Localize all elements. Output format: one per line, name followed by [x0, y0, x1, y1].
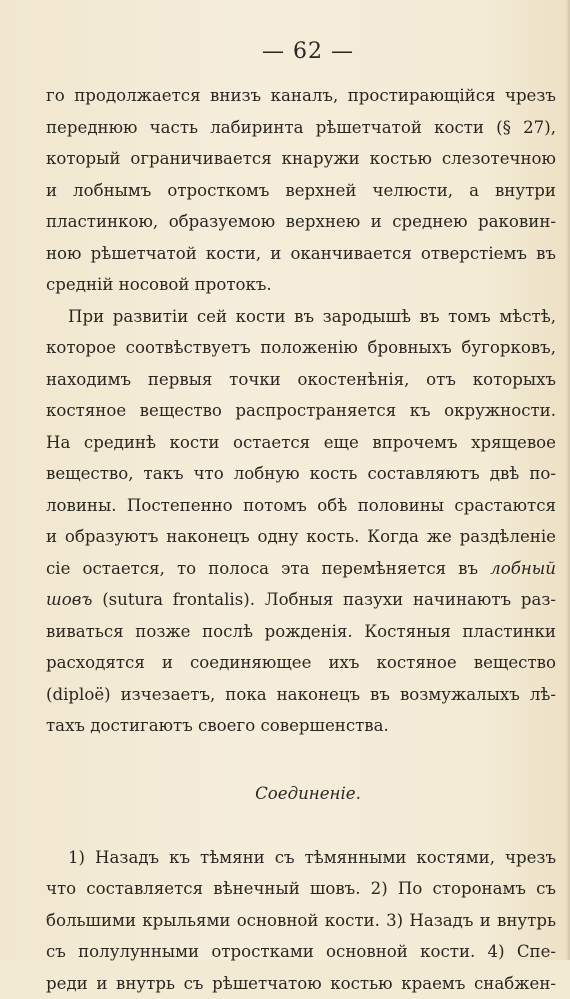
text-line: переднюю часть лабиринта рѣшетчатой кости (§ 27), [46, 112, 556, 144]
text-line: и лобнымъ отросткомъ верхней челюсти, а внутри [46, 175, 556, 207]
page-edge-shadow [566, 0, 570, 960]
text-line: которое соотвѣствуетъ положенію бровныхъ бугорковъ, [46, 332, 556, 364]
paragraph-2 [46, 301, 556, 742]
text-line: виваться позже послѣ рожденія. Костяныя пластинки [46, 616, 556, 648]
paragraph-3 [46, 842, 556, 999]
page-number: — 62 — [46, 38, 556, 66]
text-line: ловины. Постепенно потомъ обѣ половины срастаются [46, 490, 556, 522]
text-line: 1) Назадъ къ тѣмяни съ тѣмянными костями, чрезъ [46, 842, 556, 874]
text-line: (diploë) изчезаетъ, пока наконецъ въ возмужалыхъ лѣ- [46, 679, 556, 711]
text-line: который ограничивается кнаружи костью слезотечною [46, 143, 556, 175]
text-line: При развитіи сей кости въ зародышѣ въ томъ мѣстѣ, [46, 301, 556, 333]
text-line [46, 553, 556, 585]
text-line: реди и внутрь съ рѣшетчатою костью краемъ снабжен- [46, 968, 556, 999]
text-line: вещество, такъ что лобную кость составляютъ двѣ по- [46, 458, 556, 490]
text-line: ною рѣшетчатой кости, и оканчивается отверстіемъ въ [46, 238, 556, 270]
text-line: пластинкою, образуемою верхнею и среднею раковин- [46, 206, 556, 238]
italic-term: шовъ [46, 590, 92, 609]
text-line: что составляется вѣнечный шовъ. 2) По сторонамъ съ [46, 873, 556, 905]
text-line: На срединѣ кости остается еще впрочемъ хрящевое [46, 427, 556, 459]
text-line: го продолжается внизъ каналъ, простирающійся чрезъ [46, 80, 556, 112]
text-line [46, 584, 556, 616]
text-line: большими крыльями основной кости. 3) Назадъ и внутрь [46, 905, 556, 937]
text-fragment: (sutura frontalis). Лобныя пазухи начинаютъ раз- [102, 590, 556, 609]
text-line: и образуютъ наконецъ одну кость. Когда же раздѣленіе [46, 521, 556, 553]
text-line: съ полулунными отростками основной кости. 4) Спе- [46, 936, 556, 968]
text-line: находимъ первыя точки окостенѣнія, отъ которыхъ [46, 364, 556, 396]
section-title: Соединеніе. [46, 778, 556, 809]
text-fragment: сіе остается, то полоса эта перемѣняется въ [46, 559, 478, 578]
text-line: расходятся и соединяющее ихъ костяное вещество [46, 647, 556, 679]
text-line: костяное вещество распространяется къ окружности. [46, 395, 556, 427]
text-line: тахъ достигаютъ своего совершенства. [46, 710, 556, 742]
paragraph-1 [46, 80, 556, 301]
italic-term: лобный [490, 559, 556, 578]
text-line: средній носовой протокъ. [46, 269, 556, 301]
